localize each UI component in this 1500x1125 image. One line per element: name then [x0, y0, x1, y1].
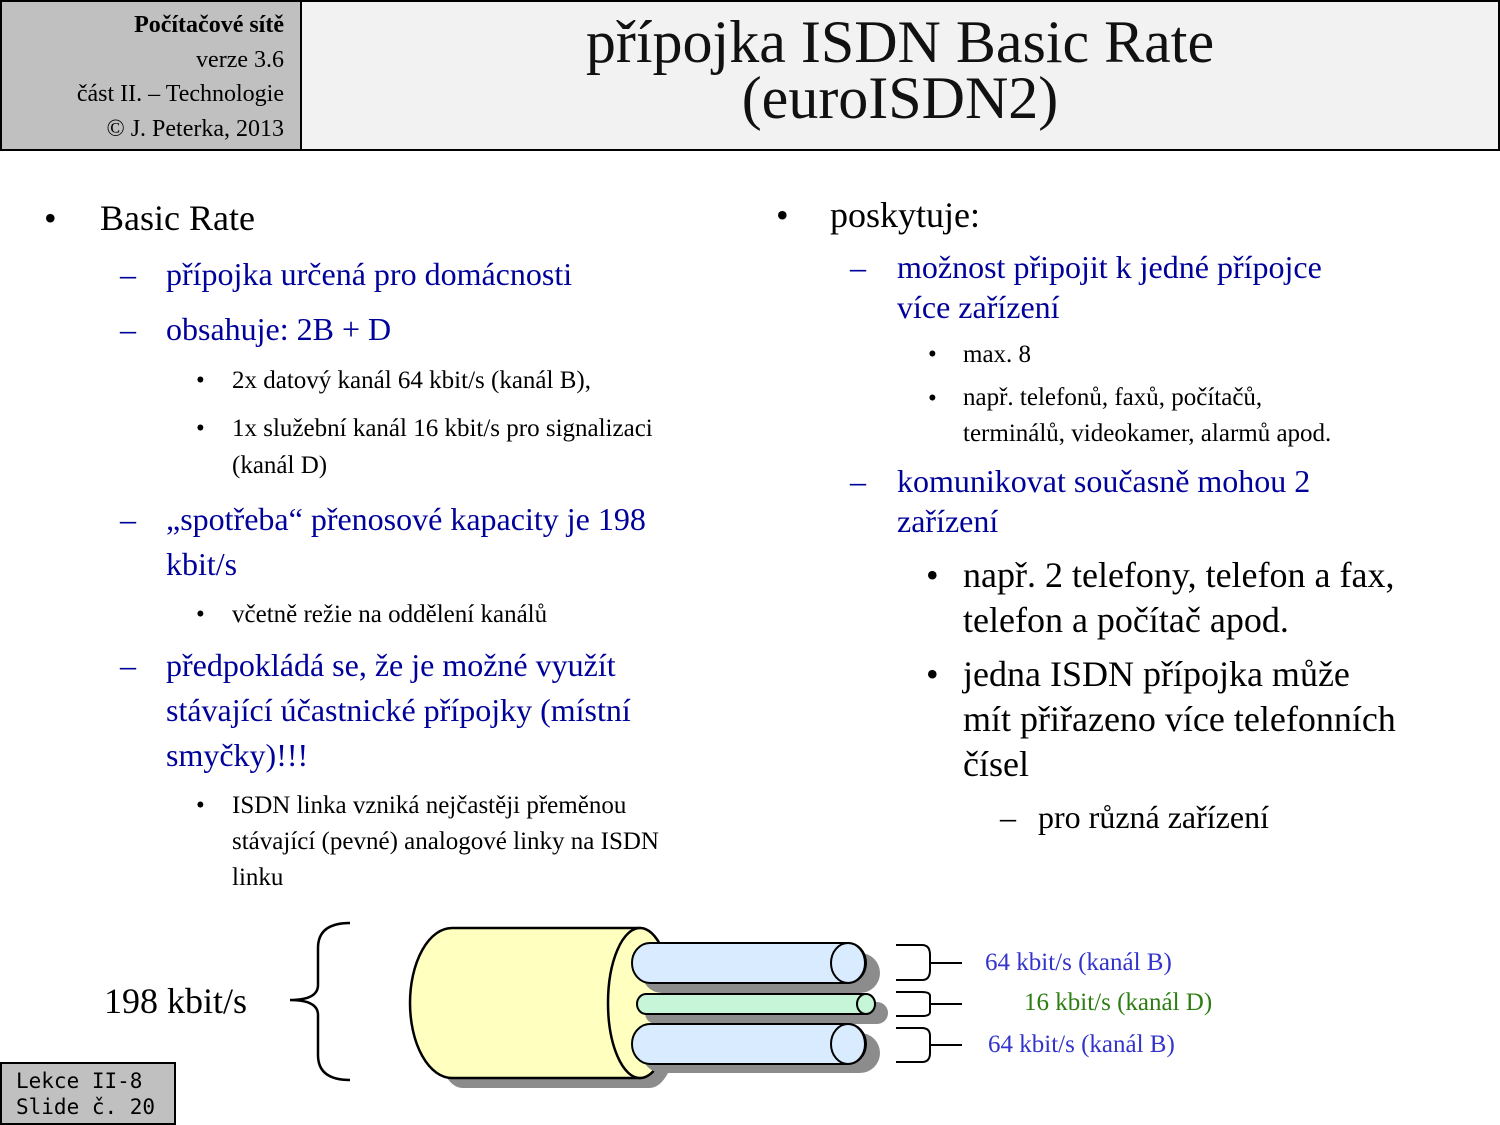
text-line: 1x služební kanál 16 kbit/s pro signalizaci: [232, 415, 653, 442]
course-part: část II. – Technologie: [76, 81, 284, 107]
bullet-mark: •: [928, 341, 937, 368]
bullet-mark: •: [196, 415, 205, 442]
right-sub-max: max. 8: [963, 341, 1032, 368]
text-line: telefon a počítač apod.: [963, 600, 1289, 640]
text-line: stávající účastnické přípojky (místní: [166, 692, 631, 728]
right-sub-numbers: [963, 652, 1396, 787]
right-bullet-provides: poskytuje:: [830, 195, 980, 235]
dash-mark: –: [120, 647, 136, 683]
right-sub-devices: [963, 380, 1331, 452]
text-line: možnost připojit k jedné přípojce: [897, 249, 1322, 285]
channel-b1-label: 64 kbit/s (kanál B): [985, 949, 1172, 976]
bullet-mark: •: [926, 654, 939, 694]
right-dash-simultaneous: [897, 461, 1310, 541]
left-sub-b-channel: 2x datový kanál 64 kbit/s (kanál B),: [232, 367, 591, 394]
dash-mark: –: [850, 463, 866, 499]
channel-d-label: 16 kbit/s (kanál D): [1024, 989, 1213, 1016]
text-line: ISDN linka vzniká nejčastěji přeměnou: [232, 792, 627, 819]
text-line: „spotřeba“ přenosové kapacity je 198: [166, 501, 646, 537]
text-line: stávající (pevné) analogové linky na ISDN: [232, 828, 659, 855]
text-line: např. 2 telefony, telefon a fax,: [963, 555, 1395, 595]
channel-b2-label: 64 kbit/s (kanál B): [988, 1031, 1175, 1058]
left-dash-household: přípojka určená pro domácnosti: [166, 256, 573, 292]
total-brace: [290, 923, 350, 1080]
channel-d-bracket: [896, 992, 962, 1016]
cable-end: [608, 928, 672, 1078]
slide-label: Slide č. 20: [16, 1095, 156, 1119]
text-line: linku: [232, 864, 284, 891]
bullet-mark: •: [196, 367, 205, 394]
dash-mark: –: [120, 256, 136, 292]
channel-d-wire: [637, 994, 875, 1014]
bullet-mark: •: [196, 792, 205, 819]
right-sub-examples: [963, 553, 1394, 643]
right-dash-multiple-devices: [897, 247, 1322, 327]
right-dash-various-devices: pro různá zařízení: [1038, 799, 1269, 835]
left-bullet-basic-rate: Basic Rate: [100, 198, 255, 238]
text-line: zařízení: [897, 503, 999, 539]
slide-title-line2: (euroISDN2): [741, 65, 1059, 131]
text-line: jedna ISDN přípojka může: [963, 654, 1350, 694]
slide-title-line1: přípojka ISDN Basic Rate: [585, 9, 1215, 75]
left-sub-conversion: [232, 788, 812, 896]
dash-mark: –: [120, 501, 136, 537]
text-line: komunikovat současně mohou 2: [897, 463, 1311, 499]
left-dash-local-loop: [166, 643, 631, 778]
left-dash-contains: obsahuje: 2B + D: [166, 311, 392, 347]
dash-mark: –: [850, 249, 866, 285]
course-info-box: [0, 0, 302, 151]
channel-b1-wire: [632, 943, 866, 983]
bullet-mark: •: [926, 555, 939, 595]
text-line: terminálů, videokamer, alarmů apod.: [963, 420, 1332, 447]
text-line: mít přiřazeno více telefonních: [963, 699, 1396, 739]
bullet-mark: •: [196, 601, 205, 628]
course-author: © J. Peterka, 2013: [106, 115, 284, 142]
text-line: (kanál D): [232, 452, 328, 479]
dash-mark: –: [120, 311, 136, 347]
text-line: předpokládá se, že je možné využít: [166, 647, 616, 683]
bullet-mark: •: [776, 195, 789, 235]
channel-b1-bracket: [896, 945, 962, 980]
slide-title: [300, 0, 1500, 151]
text-line: více zařízení: [897, 289, 1060, 325]
course-version: verze 3.6: [196, 46, 284, 73]
course-name: Počítačové sítě: [134, 12, 284, 38]
channel-b2-bracket: [896, 1028, 962, 1062]
total-bitrate-label: 198 kbit/s: [104, 981, 248, 1021]
bullet-mark: •: [44, 198, 57, 238]
left-sub-d-channel: [232, 410, 653, 484]
lesson-label: Lekce II-8: [16, 1069, 143, 1093]
cable-body: [410, 928, 672, 1078]
channel-b2-wire: [632, 1024, 866, 1064]
slide-number-box: [0, 1062, 176, 1125]
text-line: např. telefonů, faxů, počítačů,: [963, 384, 1263, 411]
text-line: čísel: [963, 744, 1029, 784]
left-sub-overhead: včetně režie na oddělení kanálů: [232, 601, 548, 628]
left-dash-capacity: [166, 497, 646, 587]
text-line: kbit/s: [166, 546, 238, 582]
bullet-mark: •: [928, 385, 937, 412]
dash-mark: –: [1000, 799, 1016, 835]
text-line: smyčky)!!!: [166, 737, 309, 773]
